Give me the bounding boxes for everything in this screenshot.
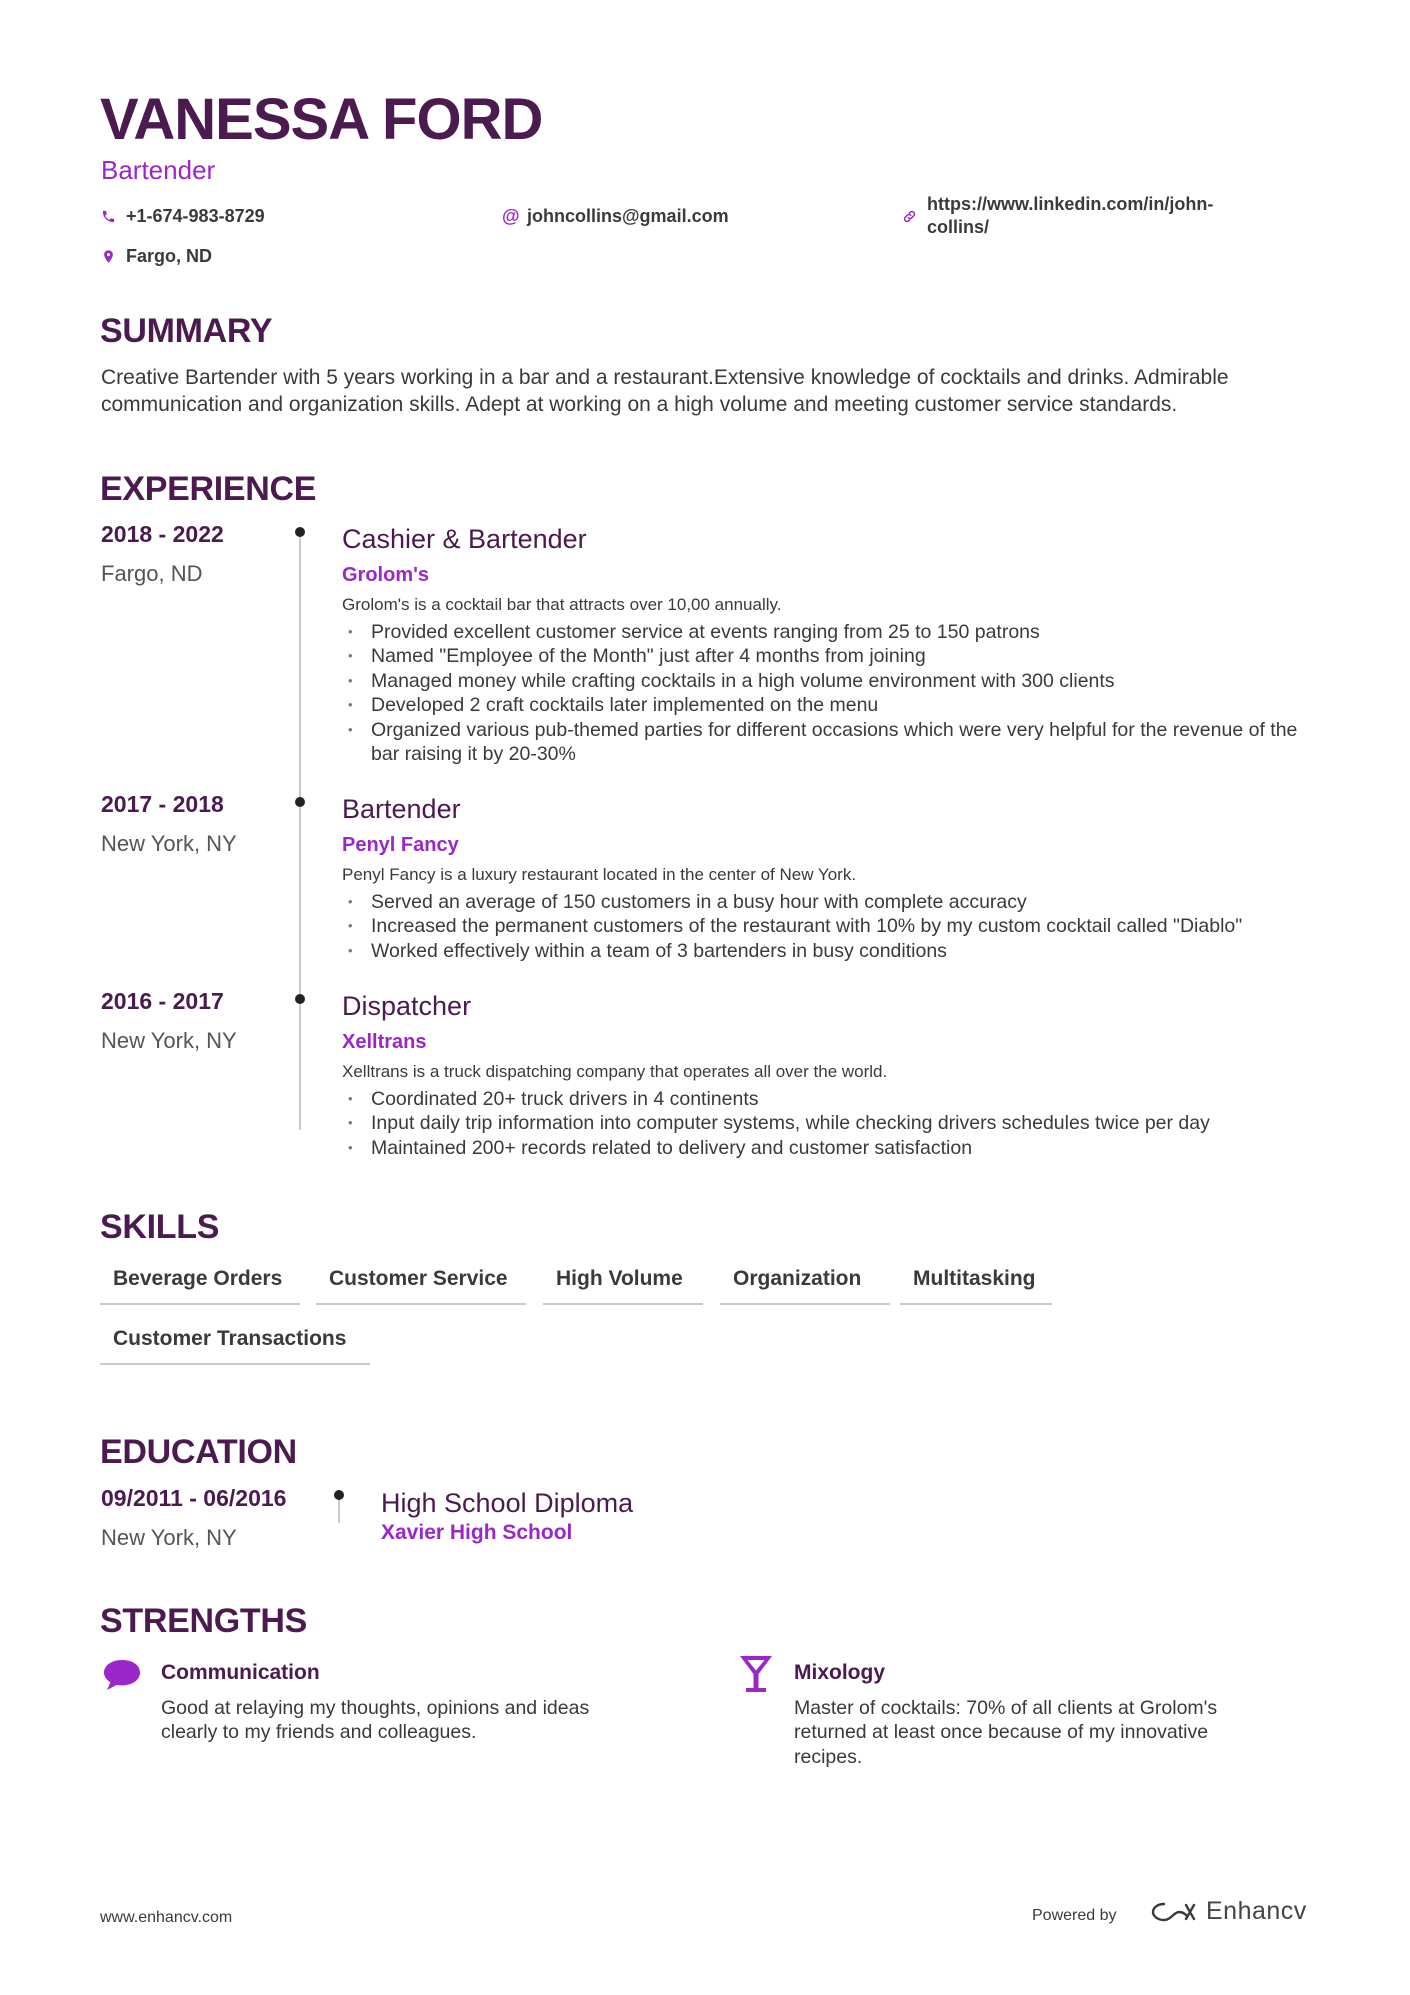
job-bullets — [342, 620, 1322, 766]
job-bullet: • Increased the permanent customers of the restaurant with 10% by my custom cocktail called "Diablo" — [342, 914, 1322, 938]
experience-heading: EXPERIENCE — [100, 470, 317, 508]
job-bullet: • Coordinated 20+ truck drivers in 4 continents — [342, 1087, 1322, 1111]
enhancv-logo[interactable] — [1150, 1897, 1307, 1926]
job-description: Xelltrans is a truck dispatching company that operates all over the world. — [342, 1062, 888, 1081]
footer-website[interactable]: www.enhancv.com — [100, 1909, 233, 1926]
job-bullet: • Organized various pub-themed parties for different occasions which were very helpful for the revenue of the bar raising it by 20-30% — [342, 718, 1322, 767]
strength-title: Communication — [161, 1661, 320, 1684]
strength-description — [794, 1696, 1217, 1769]
job-dates: 2017 - 2018 — [101, 791, 224, 817]
strength-line: returned at least once because of my innovative — [794, 1721, 1209, 1744]
job-bullets — [342, 1087, 1322, 1160]
job-role: Dispatcher — [342, 991, 472, 1021]
strength-line: Master of cocktails: 70% of all clients at Grolom's — [794, 1697, 1218, 1719]
education-school: Xavier High School — [381, 1521, 573, 1544]
job-bullet: • Served an average of 150 customers in a busy hour with complete accuracy — [342, 890, 1322, 914]
timeline-dot — [295, 994, 305, 1004]
skill-tag: High Volume — [543, 1265, 703, 1305]
job-description: Penyl Fancy is a luxury restaurant located in the center of New York. — [342, 865, 857, 884]
enhancv-logo-icon — [1150, 1899, 1198, 1925]
job-bullet: • Maintained 200+ records related to delivery and customer satisfaction — [342, 1136, 1322, 1160]
link-icon — [902, 205, 924, 227]
strength-title: Mixology — [794, 1661, 886, 1684]
job-bullet: • Worked effectively within a team of 3 bartenders in busy conditions — [342, 939, 1322, 963]
job-location: New York, NY — [101, 1028, 237, 1053]
job-bullet: • Managed money while crafting cocktails in a high volume environment with 300 clients — [342, 669, 1322, 693]
contact-linkedin — [902, 193, 1213, 239]
job-bullet: • Named "Employee of the Month" just after 4 months from joining — [342, 644, 1322, 668]
linkedin-line-1: https://www.linkedin.com/in/john- — [927, 194, 1214, 214]
contact-phone — [101, 205, 265, 228]
skills-heading: SKILLS — [100, 1208, 220, 1246]
job-bullet: • Developed 2 craft cocktails later implemented on the menu — [342, 693, 1322, 717]
candidate-name: VANESSA FORD — [100, 87, 543, 152]
strengths-heading: STRENGTHS — [100, 1602, 307, 1640]
enhancv-logo-text: Enhancv — [1206, 1897, 1307, 1925]
job-bullet: • Input daily trip information into computer systems, while checking drivers schedules twice per day — [342, 1111, 1322, 1135]
contact-location — [101, 245, 212, 268]
education-dates: 09/2011 - 06/2016 — [101, 1485, 287, 1511]
skill-tag: Customer Transactions — [100, 1325, 370, 1365]
linkedin-text[interactable] — [927, 193, 1213, 239]
at-sign-icon: @ — [502, 205, 520, 226]
location-text: Fargo, ND — [126, 246, 213, 266]
job-company: Grolom's — [342, 564, 429, 586]
phone-icon — [101, 205, 123, 227]
job-company: Xelltrans — [342, 1031, 427, 1053]
job-description: Grolom's is a cocktail bar that attracts over 10,00 annually. — [342, 595, 782, 614]
timeline-dot — [295, 797, 305, 807]
education-degree: High School Diploma — [381, 1488, 634, 1518]
contact-email — [502, 205, 729, 228]
timeline-dot — [295, 527, 305, 537]
job-role: Cashier & Bartender — [342, 524, 587, 554]
job-dates: 2016 - 2017 — [101, 988, 224, 1014]
email-text[interactable]: johncollins@gmail.com — [527, 206, 729, 226]
job-bullets — [342, 890, 1322, 963]
job-location: Fargo, ND — [101, 561, 203, 586]
strength-line: Good at relaying my thoughts, opinions and ideas — [161, 1697, 590, 1719]
strength-line: recipes. — [794, 1745, 863, 1768]
skill-tag: Organization — [720, 1265, 890, 1305]
job-bullet: • Provided excellent customer service at events ranging from 25 to 150 patrons — [342, 620, 1322, 644]
education-location: New York, NY — [101, 1525, 237, 1550]
strength-line: clearly to my friends and colleagues. — [161, 1721, 477, 1744]
candidate-title: Bartender — [101, 155, 216, 185]
phone-text[interactable]: +1-674-983-8729 — [126, 206, 265, 226]
job-role: Bartender — [342, 794, 461, 824]
timeline-dot — [334, 1490, 344, 1500]
footer-powered-by: Powered by — [1032, 1907, 1117, 1924]
strength-description — [161, 1696, 589, 1745]
skill-tag: Multitasking — [900, 1265, 1052, 1305]
job-dates: 2018 - 2022 — [101, 521, 224, 547]
skill-tag: Beverage Orders — [100, 1265, 300, 1305]
summary-heading: SUMMARY — [100, 312, 273, 350]
skill-tag: Customer Service — [316, 1265, 526, 1305]
location-pin-icon — [101, 245, 123, 267]
summary-text: Creative Bartender with 5 years working in a bar and a restaurant.Extensive knowledge of cocktails and drinks. Admirable communication and organization skills. Adept at working on a high volume and meeting customer service standards. — [101, 366, 1229, 416]
speech-bubble-icon — [102, 1658, 142, 1697]
linkedin-line-2: collins/ — [927, 217, 990, 237]
job-company: Penyl Fancy — [342, 834, 459, 856]
cocktail-glass-icon — [738, 1654, 774, 1699]
experience-timeline — [299, 532, 301, 1130]
education-heading: EDUCATION — [100, 1433, 297, 1471]
job-location: New York, NY — [101, 831, 237, 856]
